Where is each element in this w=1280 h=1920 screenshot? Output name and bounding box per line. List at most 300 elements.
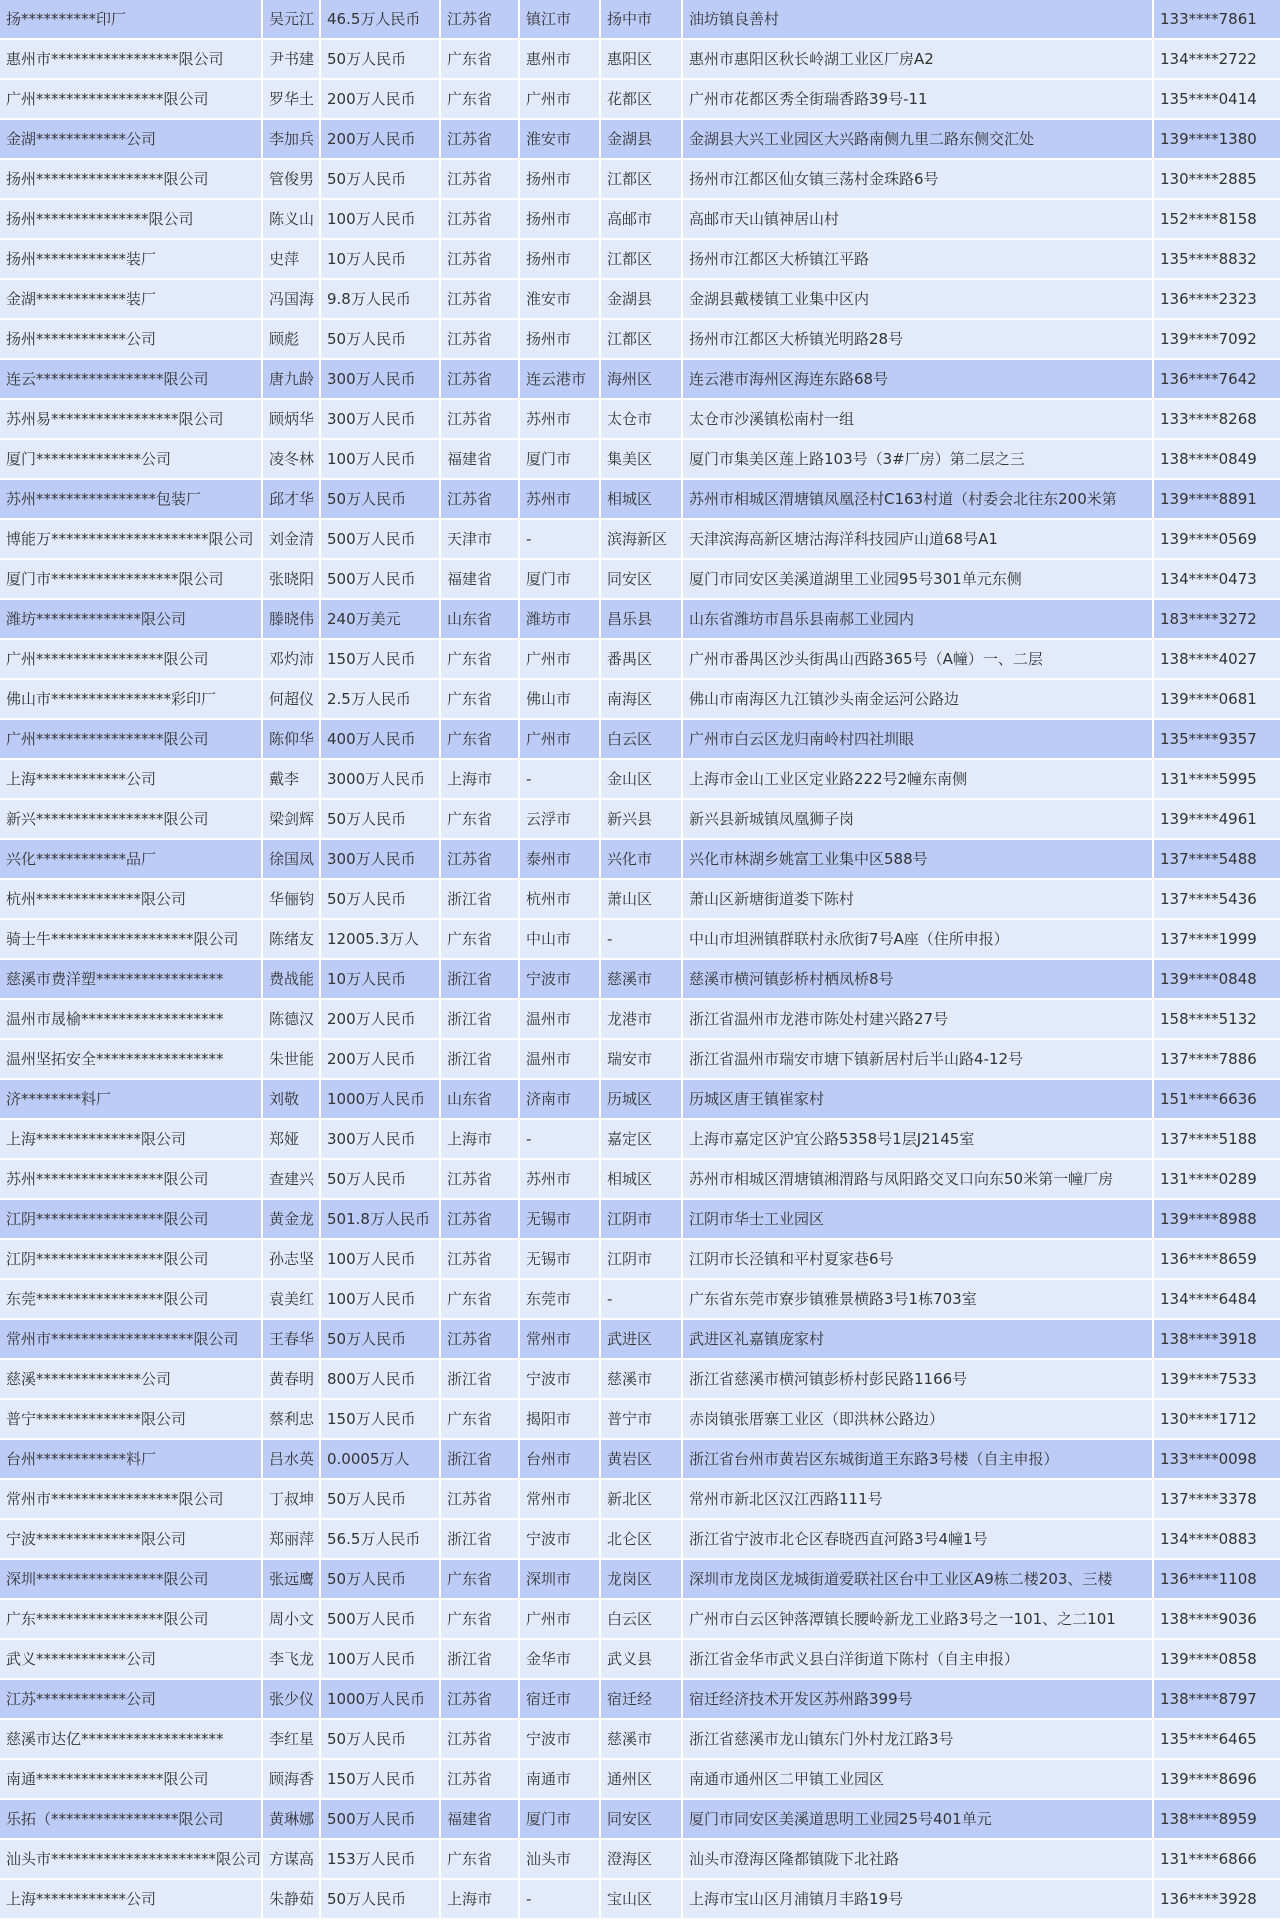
district-cell: - bbox=[601, 920, 681, 960]
company-name-cell: 潍坊**************限公司 bbox=[0, 600, 261, 640]
company-name-cell: 温州坚拓安全***************** bbox=[0, 1040, 261, 1080]
address-cell: 扬州市江都区大桥镇光明路28号 bbox=[683, 320, 1152, 360]
address-cell: 惠州市惠阳区秋长岭湖工业区厂房A2 bbox=[683, 40, 1152, 80]
district-cell: 白云区 bbox=[601, 1600, 681, 1640]
province-cell: 江苏省 bbox=[441, 480, 518, 520]
phone-cell: 131****6866 bbox=[1154, 1840, 1280, 1880]
phone-cell: 136****7642 bbox=[1154, 360, 1280, 400]
legal-person-cell: 袁美红 bbox=[263, 1280, 319, 1320]
table-row bbox=[0, 80, 1280, 120]
table-row bbox=[0, 1160, 1280, 1200]
district-cell: 瑞安市 bbox=[601, 1040, 681, 1080]
province-cell: 江苏省 bbox=[441, 1680, 518, 1720]
table-row bbox=[0, 1640, 1280, 1680]
district-cell: 江阴市 bbox=[601, 1240, 681, 1280]
registered-capital-cell: 300万人民币 bbox=[321, 360, 439, 400]
district-cell: 宿迁经 bbox=[601, 1680, 681, 1720]
city-cell: 中山市 bbox=[520, 920, 599, 960]
company-name-cell: 普宁**************限公司 bbox=[0, 1400, 261, 1440]
table-row bbox=[0, 680, 1280, 720]
phone-cell: 134****2722 bbox=[1154, 40, 1280, 80]
address-cell: 萧山区新塘街道娄下陈村 bbox=[683, 880, 1152, 920]
address-cell: 浙江省温州市瑞安市塘下镇新居村后半山路4-12号 bbox=[683, 1040, 1152, 1080]
address-cell: 宿迁经济技术开发区苏州路399号 bbox=[683, 1680, 1152, 1720]
phone-cell: 138****8959 bbox=[1154, 1800, 1280, 1840]
table-row bbox=[0, 1080, 1280, 1120]
registered-capital-cell: 300万人民币 bbox=[321, 1120, 439, 1160]
address-cell: 兴化市林湖乡姚富工业集中区588号 bbox=[683, 840, 1152, 880]
city-cell: 杭州市 bbox=[520, 880, 599, 920]
district-cell: 南海区 bbox=[601, 680, 681, 720]
city-cell: 镇江市 bbox=[520, 0, 599, 40]
table-row bbox=[0, 720, 1280, 760]
city-cell: 金华市 bbox=[520, 1640, 599, 1680]
table-row bbox=[0, 1200, 1280, 1240]
table-row bbox=[0, 1320, 1280, 1360]
table-row bbox=[0, 1800, 1280, 1840]
province-cell: 浙江省 bbox=[441, 1520, 518, 1560]
table-row bbox=[0, 1240, 1280, 1280]
phone-cell: 137****5436 bbox=[1154, 880, 1280, 920]
legal-person-cell: 孙志坚 bbox=[263, 1240, 319, 1280]
company-name-cell: 江阴*****************限公司 bbox=[0, 1200, 261, 1240]
table-row bbox=[0, 800, 1280, 840]
city-cell: 温州市 bbox=[520, 1000, 599, 1040]
province-cell: 广东省 bbox=[441, 80, 518, 120]
address-cell: 赤岗镇张厝寨工业区（即洪林公路边） bbox=[683, 1400, 1152, 1440]
phone-cell: 139****0858 bbox=[1154, 1640, 1280, 1680]
legal-person-cell: 张远鹰 bbox=[263, 1560, 319, 1600]
registered-capital-cell: 1000万人民币 bbox=[321, 1080, 439, 1120]
registered-capital-cell: 500万人民币 bbox=[321, 1800, 439, 1840]
phone-cell: 137****5188 bbox=[1154, 1120, 1280, 1160]
province-cell: 广东省 bbox=[441, 720, 518, 760]
table-row bbox=[0, 1720, 1280, 1760]
district-cell: 通州区 bbox=[601, 1760, 681, 1800]
company-name-cell: 南通*****************限公司 bbox=[0, 1760, 261, 1800]
legal-person-cell: 陈德汉 bbox=[263, 1000, 319, 1040]
legal-person-cell: 冯国海 bbox=[263, 280, 319, 320]
legal-person-cell: 何超仪 bbox=[263, 680, 319, 720]
district-cell: 萧山区 bbox=[601, 880, 681, 920]
city-cell: 佛山市 bbox=[520, 680, 599, 720]
province-cell: 江苏省 bbox=[441, 1720, 518, 1760]
city-cell: 揭阳市 bbox=[520, 1400, 599, 1440]
district-cell: 龙岗区 bbox=[601, 1560, 681, 1600]
province-cell: 福建省 bbox=[441, 440, 518, 480]
phone-cell: 137****1999 bbox=[1154, 920, 1280, 960]
district-cell: 金山区 bbox=[601, 760, 681, 800]
phone-cell: 137****3378 bbox=[1154, 1480, 1280, 1520]
company-name-cell: 上海************公司 bbox=[0, 760, 261, 800]
registered-capital-cell: 50万人民币 bbox=[321, 800, 439, 840]
phone-cell: 134****0473 bbox=[1154, 560, 1280, 600]
city-cell: 扬州市 bbox=[520, 200, 599, 240]
legal-person-cell: 史萍 bbox=[263, 240, 319, 280]
district-cell: 高邮市 bbox=[601, 200, 681, 240]
registered-capital-cell: 50万人民币 bbox=[321, 1480, 439, 1520]
registered-capital-cell: 200万人民币 bbox=[321, 1000, 439, 1040]
phone-cell: 131****0289 bbox=[1154, 1160, 1280, 1200]
legal-person-cell: 唐九龄 bbox=[263, 360, 319, 400]
address-cell: 浙江省金华市武义县白洋街道下陈村（自主申报） bbox=[683, 1640, 1152, 1680]
phone-cell: 131****5995 bbox=[1154, 760, 1280, 800]
city-cell: 扬州市 bbox=[520, 160, 599, 200]
legal-person-cell: 李飞龙 bbox=[263, 1640, 319, 1680]
legal-person-cell: 邓灼沛 bbox=[263, 640, 319, 680]
district-cell: 相城区 bbox=[601, 480, 681, 520]
district-cell: 金湖县 bbox=[601, 280, 681, 320]
registered-capital-cell: 50万人民币 bbox=[321, 40, 439, 80]
address-cell: 广东省东莞市寮步镇雅景横路3号1栋703室 bbox=[683, 1280, 1152, 1320]
province-cell: 江苏省 bbox=[441, 400, 518, 440]
city-cell: - bbox=[520, 520, 599, 560]
legal-person-cell: 顾炳华 bbox=[263, 400, 319, 440]
city-cell: 常州市 bbox=[520, 1320, 599, 1360]
table-row bbox=[0, 280, 1280, 320]
district-cell: 江阴市 bbox=[601, 1200, 681, 1240]
province-cell: 江苏省 bbox=[441, 120, 518, 160]
phone-cell: 139****8988 bbox=[1154, 1200, 1280, 1240]
address-cell: 广州市花都区秀全街瑞香路39号-11 bbox=[683, 80, 1152, 120]
phone-cell: 138****9036 bbox=[1154, 1600, 1280, 1640]
table-row bbox=[0, 320, 1280, 360]
table-row bbox=[0, 960, 1280, 1000]
phone-cell: 134****6484 bbox=[1154, 1280, 1280, 1320]
address-cell: 江阴市长泾镇和平村夏家巷6号 bbox=[683, 1240, 1152, 1280]
district-cell: 扬中市 bbox=[601, 0, 681, 40]
legal-person-cell: 刘金清 bbox=[263, 520, 319, 560]
company-name-cell: 金湖************公司 bbox=[0, 120, 261, 160]
province-cell: 江苏省 bbox=[441, 1160, 518, 1200]
table-row bbox=[0, 640, 1280, 680]
legal-person-cell: 华俪钧 bbox=[263, 880, 319, 920]
table-row bbox=[0, 1040, 1280, 1080]
phone-cell: 151****6636 bbox=[1154, 1080, 1280, 1120]
company-name-cell: 广州*****************限公司 bbox=[0, 80, 261, 120]
address-cell: 连云港市海州区海连东路68号 bbox=[683, 360, 1152, 400]
province-cell: 江苏省 bbox=[441, 240, 518, 280]
legal-person-cell: 凌冬林 bbox=[263, 440, 319, 480]
province-cell: 江苏省 bbox=[441, 1320, 518, 1360]
province-cell: 浙江省 bbox=[441, 1640, 518, 1680]
company-name-cell: 广州*****************限公司 bbox=[0, 640, 261, 680]
city-cell: 苏州市 bbox=[520, 400, 599, 440]
city-cell: 苏州市 bbox=[520, 480, 599, 520]
phone-cell: 158****5132 bbox=[1154, 1000, 1280, 1040]
city-cell: 淮安市 bbox=[520, 120, 599, 160]
company-name-cell: 金湖************装厂 bbox=[0, 280, 261, 320]
registered-capital-cell: 50万人民币 bbox=[321, 1160, 439, 1200]
city-cell: 宁波市 bbox=[520, 960, 599, 1000]
phone-cell: 137****7886 bbox=[1154, 1040, 1280, 1080]
company-name-cell: 新兴*****************限公司 bbox=[0, 800, 261, 840]
city-cell: 汕头市 bbox=[520, 1840, 599, 1880]
province-cell: 广东省 bbox=[441, 1400, 518, 1440]
phone-cell: 133****0098 bbox=[1154, 1440, 1280, 1480]
registered-capital-cell: 200万人民币 bbox=[321, 1040, 439, 1080]
city-cell: 无锡市 bbox=[520, 1240, 599, 1280]
phone-cell: 136****8659 bbox=[1154, 1240, 1280, 1280]
legal-person-cell: 尹书建 bbox=[263, 40, 319, 80]
registered-capital-cell: 500万人民币 bbox=[321, 1600, 439, 1640]
city-cell: 厦门市 bbox=[520, 440, 599, 480]
address-cell: 上海市宝山区月浦镇月丰路19号 bbox=[683, 1880, 1152, 1920]
company-name-cell: 骑士牛*******************限公司 bbox=[0, 920, 261, 960]
province-cell: 山东省 bbox=[441, 1080, 518, 1120]
province-cell: 江苏省 bbox=[441, 1480, 518, 1520]
registered-capital-cell: 100万人民币 bbox=[321, 200, 439, 240]
phone-cell: 136****3928 bbox=[1154, 1880, 1280, 1920]
phone-cell: 130****2885 bbox=[1154, 160, 1280, 200]
company-name-cell: 扬州************公司 bbox=[0, 320, 261, 360]
legal-person-cell: 黄春明 bbox=[263, 1360, 319, 1400]
province-cell: 广东省 bbox=[441, 1560, 518, 1600]
province-cell: 广东省 bbox=[441, 1600, 518, 1640]
legal-person-cell: 周小文 bbox=[263, 1600, 319, 1640]
company-name-cell: 广东*****************限公司 bbox=[0, 1600, 261, 1640]
registered-capital-cell: 150万人民币 bbox=[321, 1400, 439, 1440]
city-cell: 泰州市 bbox=[520, 840, 599, 880]
phone-cell: 139****7092 bbox=[1154, 320, 1280, 360]
address-cell: 苏州市相城区渭塘镇凤凰泾村C163村道（村委会北往东200米第 bbox=[683, 480, 1152, 520]
address-cell: 新兴县新城镇凤凰狮子岗 bbox=[683, 800, 1152, 840]
province-cell: 江苏省 bbox=[441, 200, 518, 240]
legal-person-cell: 郑娅 bbox=[263, 1120, 319, 1160]
registered-capital-cell: 800万人民币 bbox=[321, 1360, 439, 1400]
table-row bbox=[0, 1760, 1280, 1800]
district-cell: 同安区 bbox=[601, 1800, 681, 1840]
province-cell: 福建省 bbox=[441, 560, 518, 600]
table-row bbox=[0, 1280, 1280, 1320]
phone-cell: 139****8891 bbox=[1154, 480, 1280, 520]
registered-capital-cell: 153万人民币 bbox=[321, 1840, 439, 1880]
province-cell: 江苏省 bbox=[441, 840, 518, 880]
province-cell: 江苏省 bbox=[441, 1200, 518, 1240]
phone-cell: 135****6465 bbox=[1154, 1720, 1280, 1760]
district-cell: 武义县 bbox=[601, 1640, 681, 1680]
province-cell: 浙江省 bbox=[441, 960, 518, 1000]
company-name-cell: 台州************料厂 bbox=[0, 1440, 261, 1480]
registered-capital-cell: 100万人民币 bbox=[321, 440, 439, 480]
legal-person-cell: 王春华 bbox=[263, 1320, 319, 1360]
table-row bbox=[0, 1000, 1280, 1040]
district-cell: 相城区 bbox=[601, 1160, 681, 1200]
registered-capital-cell: 240万美元 bbox=[321, 600, 439, 640]
city-cell: 深圳市 bbox=[520, 1560, 599, 1600]
legal-person-cell: 吕水英 bbox=[263, 1440, 319, 1480]
registered-capital-cell: 9.8万人民币 bbox=[321, 280, 439, 320]
address-cell: 深圳市龙岗区龙城街道爱联社区台中工业区A9栋二楼203、三楼 bbox=[683, 1560, 1152, 1600]
phone-cell: 138****0849 bbox=[1154, 440, 1280, 480]
address-cell: 历城区唐王镇崔家村 bbox=[683, 1080, 1152, 1120]
legal-person-cell: 管俊男 bbox=[263, 160, 319, 200]
company-name-cell: 上海**************限公司 bbox=[0, 1120, 261, 1160]
legal-person-cell: 朱静茹 bbox=[263, 1880, 319, 1920]
registered-capital-cell: 50万人民币 bbox=[321, 1720, 439, 1760]
phone-cell: 139****0848 bbox=[1154, 960, 1280, 1000]
table-row bbox=[0, 1480, 1280, 1520]
address-cell: 扬州市江都区大桥镇江平路 bbox=[683, 240, 1152, 280]
table-row bbox=[0, 1840, 1280, 1880]
city-cell: 广州市 bbox=[520, 80, 599, 120]
legal-person-cell: 方谋高 bbox=[263, 1840, 319, 1880]
province-cell: 上海市 bbox=[441, 1120, 518, 1160]
registered-capital-cell: 200万人民币 bbox=[321, 120, 439, 160]
company-name-cell: 汕头市**********************限公司 bbox=[0, 1840, 261, 1880]
address-cell: 金湖县戴楼镇工业集中区内 bbox=[683, 280, 1152, 320]
address-cell: 高邮市天山镇神居山村 bbox=[683, 200, 1152, 240]
address-cell: 厦门市同安区美溪道湖里工业园95号301单元东侧 bbox=[683, 560, 1152, 600]
city-cell: 南通市 bbox=[520, 1760, 599, 1800]
district-cell: 澄海区 bbox=[601, 1840, 681, 1880]
city-cell: 广州市 bbox=[520, 720, 599, 760]
district-cell: 集美区 bbox=[601, 440, 681, 480]
province-cell: 浙江省 bbox=[441, 1440, 518, 1480]
province-cell: 江苏省 bbox=[441, 1760, 518, 1800]
province-cell: 广东省 bbox=[441, 680, 518, 720]
city-cell: 云浮市 bbox=[520, 800, 599, 840]
province-cell: 浙江省 bbox=[441, 1040, 518, 1080]
company-name-cell: 江苏************公司 bbox=[0, 1680, 261, 1720]
registered-capital-cell: 501.8万人民币 bbox=[321, 1200, 439, 1240]
district-cell: - bbox=[601, 1280, 681, 1320]
registered-capital-cell: 50万人民币 bbox=[321, 320, 439, 360]
district-cell: 慈溪市 bbox=[601, 1720, 681, 1760]
district-cell: 海州区 bbox=[601, 360, 681, 400]
company-name-cell: 厦门**************公司 bbox=[0, 440, 261, 480]
table-row bbox=[0, 1360, 1280, 1400]
registered-capital-cell: 150万人民币 bbox=[321, 640, 439, 680]
table-row bbox=[0, 240, 1280, 280]
company-name-cell: 上海************公司 bbox=[0, 1880, 261, 1920]
city-cell: 潍坊市 bbox=[520, 600, 599, 640]
province-cell: 上海市 bbox=[441, 760, 518, 800]
city-cell: 济南市 bbox=[520, 1080, 599, 1120]
table-row bbox=[0, 840, 1280, 880]
legal-person-cell: 梁剑辉 bbox=[263, 800, 319, 840]
address-cell: 天津滨海高新区塘沽海洋科技园庐山道68号A1 bbox=[683, 520, 1152, 560]
legal-person-cell: 郑丽萍 bbox=[263, 1520, 319, 1560]
city-cell: 扬州市 bbox=[520, 240, 599, 280]
legal-person-cell: 费战能 bbox=[263, 960, 319, 1000]
registered-capital-cell: 50万人民币 bbox=[321, 1880, 439, 1920]
district-cell: 兴化市 bbox=[601, 840, 681, 880]
company-name-cell: 佛山市****************彩印厂 bbox=[0, 680, 261, 720]
legal-person-cell: 黄琳娜 bbox=[263, 1800, 319, 1840]
table-row bbox=[0, 1440, 1280, 1480]
address-cell: 厦门市集美区莲上路103号（3#厂房）第二层之三 bbox=[683, 440, 1152, 480]
phone-cell: 133****8268 bbox=[1154, 400, 1280, 440]
company-name-cell: 常州市*****************限公司 bbox=[0, 1480, 261, 1520]
province-cell: 江苏省 bbox=[441, 0, 518, 40]
city-cell: 宁波市 bbox=[520, 1360, 599, 1400]
phone-cell: 135****0414 bbox=[1154, 80, 1280, 120]
registered-capital-cell: 10万人民币 bbox=[321, 240, 439, 280]
district-cell: 金湖县 bbox=[601, 120, 681, 160]
city-cell: 广州市 bbox=[520, 1600, 599, 1640]
city-cell: - bbox=[520, 760, 599, 800]
city-cell: 宿迁市 bbox=[520, 1680, 599, 1720]
city-cell: - bbox=[520, 1120, 599, 1160]
district-cell: 昌乐县 bbox=[601, 600, 681, 640]
district-cell: 普宁市 bbox=[601, 1400, 681, 1440]
table-row bbox=[0, 600, 1280, 640]
company-name-cell: 厦门市*****************限公司 bbox=[0, 560, 261, 600]
table-row bbox=[0, 160, 1280, 200]
address-cell: 苏州市相城区渭塘镇湘渭路与凤阳路交叉口向东50米第一幢厂房 bbox=[683, 1160, 1152, 1200]
address-cell: 上海市嘉定区沪宜公路5358号1层J2145室 bbox=[683, 1120, 1152, 1160]
legal-person-cell: 蔡利忠 bbox=[263, 1400, 319, 1440]
table-row bbox=[0, 760, 1280, 800]
table-row bbox=[0, 1520, 1280, 1560]
registered-capital-cell: 500万人民币 bbox=[321, 520, 439, 560]
district-cell: 同安区 bbox=[601, 560, 681, 600]
registered-capital-cell: 100万人民币 bbox=[321, 1240, 439, 1280]
phone-cell: 138****4027 bbox=[1154, 640, 1280, 680]
province-cell: 上海市 bbox=[441, 1880, 518, 1920]
city-cell: 温州市 bbox=[520, 1040, 599, 1080]
phone-cell: 137****5488 bbox=[1154, 840, 1280, 880]
address-cell: 广州市白云区钟落潭镇长腰岭新龙工业路3号之一101、之二101 bbox=[683, 1600, 1152, 1640]
city-cell: 常州市 bbox=[520, 1480, 599, 1520]
province-cell: 浙江省 bbox=[441, 1000, 518, 1040]
table-row bbox=[0, 1400, 1280, 1440]
company-name-cell: 扬**********印厂 bbox=[0, 0, 261, 40]
phone-cell: 152****8158 bbox=[1154, 200, 1280, 240]
company-name-cell: 常州市*******************限公司 bbox=[0, 1320, 261, 1360]
legal-person-cell: 顾海香 bbox=[263, 1760, 319, 1800]
phone-cell: 136****1108 bbox=[1154, 1560, 1280, 1600]
company-name-cell: 温州市晟榆******************* bbox=[0, 1000, 261, 1040]
table-row bbox=[0, 1680, 1280, 1720]
province-cell: 浙江省 bbox=[441, 1360, 518, 1400]
province-cell: 广东省 bbox=[441, 800, 518, 840]
province-cell: 广东省 bbox=[441, 920, 518, 960]
company-name-cell: 慈溪市费洋塑***************** bbox=[0, 960, 261, 1000]
phone-cell: 135****9357 bbox=[1154, 720, 1280, 760]
registered-capital-cell: 400万人民币 bbox=[321, 720, 439, 760]
address-cell: 江阴市华士工业园区 bbox=[683, 1200, 1152, 1240]
legal-person-cell: 张少仪 bbox=[263, 1680, 319, 1720]
phone-cell: 139****0569 bbox=[1154, 520, 1280, 560]
legal-person-cell: 张晓阳 bbox=[263, 560, 319, 600]
legal-person-cell: 朱世能 bbox=[263, 1040, 319, 1080]
city-cell: 苏州市 bbox=[520, 1160, 599, 1200]
city-cell: 扬州市 bbox=[520, 320, 599, 360]
district-cell: 黄岩区 bbox=[601, 1440, 681, 1480]
registered-capital-cell: 200万人民币 bbox=[321, 80, 439, 120]
registered-capital-cell: 50万人民币 bbox=[321, 1560, 439, 1600]
address-cell: 上海市金山工业区定业路222号2幢东南侧 bbox=[683, 760, 1152, 800]
district-cell: 历城区 bbox=[601, 1080, 681, 1120]
province-cell: 山东省 bbox=[441, 600, 518, 640]
company-name-cell: 扬州***************限公司 bbox=[0, 200, 261, 240]
company-name-cell: 博能万*********************限公司 bbox=[0, 520, 261, 560]
table-row bbox=[0, 360, 1280, 400]
phone-cell: 134****0883 bbox=[1154, 1520, 1280, 1560]
company-name-cell: 兴化************品厂 bbox=[0, 840, 261, 880]
phone-cell: 138****3918 bbox=[1154, 1320, 1280, 1360]
city-cell: 无锡市 bbox=[520, 1200, 599, 1240]
company-name-cell: 东莞*****************限公司 bbox=[0, 1280, 261, 1320]
city-cell: 广州市 bbox=[520, 640, 599, 680]
company-name-cell: 扬州*****************限公司 bbox=[0, 160, 261, 200]
district-cell: 慈溪市 bbox=[601, 1360, 681, 1400]
registered-capital-cell: 0.0005万人 bbox=[321, 1440, 439, 1480]
table-row bbox=[0, 400, 1280, 440]
phone-cell: 139****8696 bbox=[1154, 1760, 1280, 1800]
